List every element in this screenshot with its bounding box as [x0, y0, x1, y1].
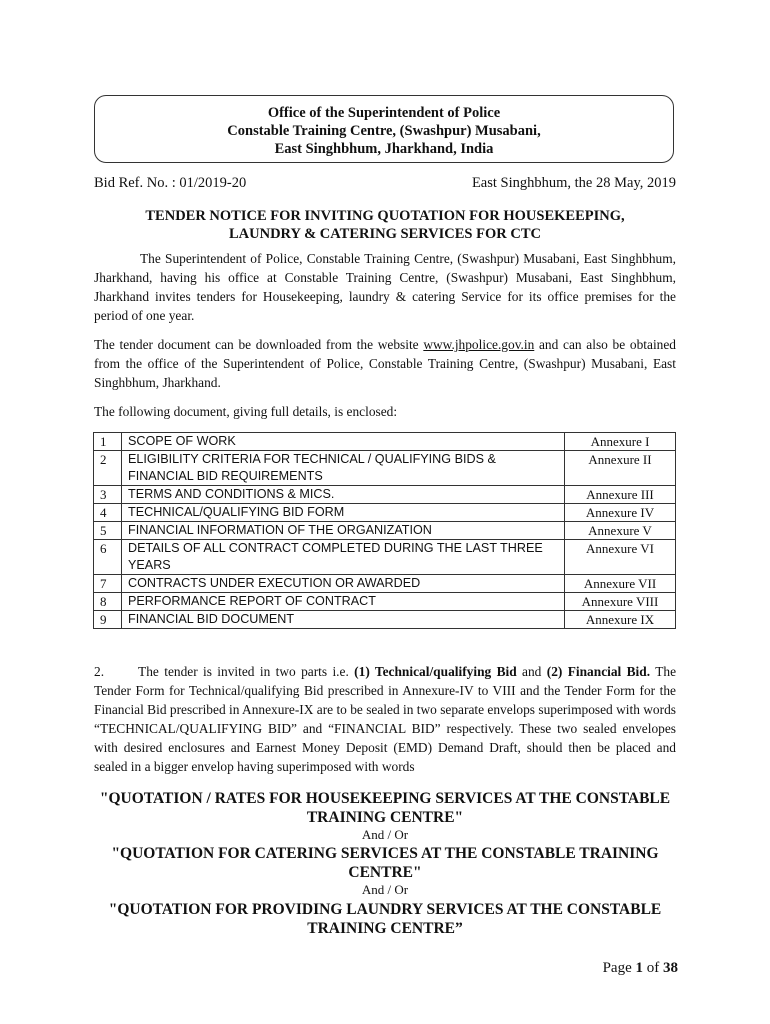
- table-row: [94, 540, 676, 575]
- laundry-quote: "QUOTATION FOR PROVIDING LAUNDRY SERVICES AT THE CONSTABLE TRAINING CENTRE”: [108, 901, 662, 937]
- annexure-number: 9: [94, 611, 122, 629]
- annexure-description: PERFORMANCE REPORT OF CONTRACT: [122, 593, 565, 611]
- two-part-text-2: and: [516, 664, 547, 679]
- page-total: 38: [663, 960, 678, 976]
- technical-bid-label: (1) Technical/qualifying Bid: [354, 664, 517, 679]
- annexure-number: 8: [94, 593, 122, 611]
- annexure-number: 3: [94, 486, 122, 504]
- header-line-3: East Singhbhum, Jharkhand, India: [274, 141, 494, 157]
- header-line-2: Constable Training Centre, (Swashpur) Musabani,: [227, 123, 541, 139]
- download-paragraph: [94, 335, 676, 392]
- download-text-2: and can also be obtained from the office of the Superintendent of Police, Constable Training Centre, (Swashpur) Musabani, East Singhbhum, Jharkhand.: [94, 337, 677, 390]
- annexure-number: 5: [94, 522, 122, 540]
- table-row: [94, 504, 676, 522]
- table-row: [94, 486, 676, 504]
- table-row: [94, 451, 676, 486]
- table-row: [94, 575, 676, 593]
- annexure-label: Annexure VIII: [565, 593, 676, 611]
- page-of: of: [646, 960, 660, 976]
- page-number: [603, 960, 678, 977]
- annexure-number: 7: [94, 575, 122, 593]
- two-part-paragraph: [94, 662, 676, 776]
- housekeeping-quote: "QUOTATION / RATES FOR HOUSEKEEPING SERVICES AT THE CONSTABLE TRAINING CENTRE": [99, 790, 671, 826]
- page-current: 1: [635, 960, 643, 976]
- para-number: 2.: [94, 664, 105, 679]
- website-link[interactable]: www.jhpolice.gov.in: [423, 337, 535, 352]
- annexure-description: CONTRACTS UNDER EXECUTION OR AWARDED: [122, 575, 565, 593]
- annexure-label: Annexure IV: [565, 504, 676, 522]
- table-row: [94, 611, 676, 629]
- page-label: Page: [602, 960, 632, 976]
- annexure-label: Annexure IX: [565, 611, 676, 629]
- annexure-description: ELIGIBILITY CRITERIA FOR TECHNICAL / QUALIFYING BIDS & FINANCIAL BID REQUIREMENTS: [122, 451, 565, 486]
- annexure-label: Annexure I: [565, 433, 676, 451]
- annexure-number: 2: [94, 451, 122, 486]
- annexure-number: 4: [94, 504, 122, 522]
- annexure-label: Annexure VI: [565, 540, 676, 575]
- annexure-table: [93, 432, 676, 629]
- annexure-description: SCOPE OF WORK: [122, 433, 565, 451]
- place-date: East Singhbhum, the 28 May, 2019: [471, 175, 676, 191]
- table-row: [94, 522, 676, 540]
- financial-bid-label: (2) Financial Bid.: [546, 664, 651, 679]
- header-line-1: Office of the Superintendent of Police: [267, 105, 501, 121]
- tender-title: [94, 207, 676, 243]
- enclosed-paragraph: The following document, giving full details, is enclosed:: [94, 404, 398, 419]
- title-line-1: TENDER NOTICE FOR INVITING QUOTATION FOR HOUSEKEEPING,: [145, 208, 625, 224]
- annexure-label: Annexure VII: [565, 575, 676, 593]
- annexure-number: 1: [94, 433, 122, 451]
- annexure-label: Annexure II: [565, 451, 676, 486]
- annexure-description: DETAILS OF ALL CONTRACT COMPLETED DURING THE LAST THREE YEARS: [122, 540, 565, 575]
- table-row: [94, 433, 676, 451]
- and-or-1: And / Or: [361, 827, 409, 842]
- annexure-label: Annexure III: [565, 486, 676, 504]
- annexure-description: TERMS AND CONDITIONS & MICS.: [122, 486, 565, 504]
- title-line-2: LAUNDRY & CATERING SERVICES FOR CTC: [229, 226, 541, 242]
- two-part-text-3: The Tender Form for Technical/qualifying Bid prescribed in Annexure-IV to VIII and the Tender Form for the Financial Bid prescribed in Annexure-IX are to be sealed in two separate envelops superimposed with words “TECHNICAL/QUALIFYING BID” and “FINANCIAL BID” respectively. These two sealed envelopes with desired enclosures and Earnest Money Deposit (EMD) Demand Draft, should then be placed and sealed in a bigger envelop having superimposed with words: [94, 664, 677, 774]
- annexure-label: Annexure V: [565, 522, 676, 540]
- catering-quote: "QUOTATION FOR CATERING SERVICES AT THE CONSTABLE TRAINING CENTRE": [111, 845, 659, 881]
- annexure-number: 6: [94, 540, 122, 575]
- annexure-description: TECHNICAL/QUALIFYING BID FORM: [122, 504, 565, 522]
- intro-paragraph: The Superintendent of Police, Constable Training Centre, (Swashpur) Musabani, East Singhbhum, Jharkhand, having his office at Constable Training Centre, (Swashpur) Musabani, East Singhbhum, Jharkhand invites tenders for Housekeeping, laundry & catering Service for its office premises for the period of one year.: [94, 251, 676, 323]
- annexure-description: FINANCIAL INFORMATION OF THE ORGANIZATION: [122, 522, 565, 540]
- annexure-description: FINANCIAL BID DOCUMENT: [122, 611, 565, 629]
- two-part-text-1: The tender is invited in two parts i.e.: [138, 664, 355, 679]
- download-text-1: The tender document can be downloaded from the website: [94, 337, 424, 352]
- bid-ref-number: Bid Ref. No. : 01/2019-20: [94, 175, 247, 191]
- office-header: [94, 95, 674, 163]
- reference-line: [94, 175, 676, 192]
- table-row: [94, 593, 676, 611]
- and-or-2: And / Or: [361, 882, 409, 897]
